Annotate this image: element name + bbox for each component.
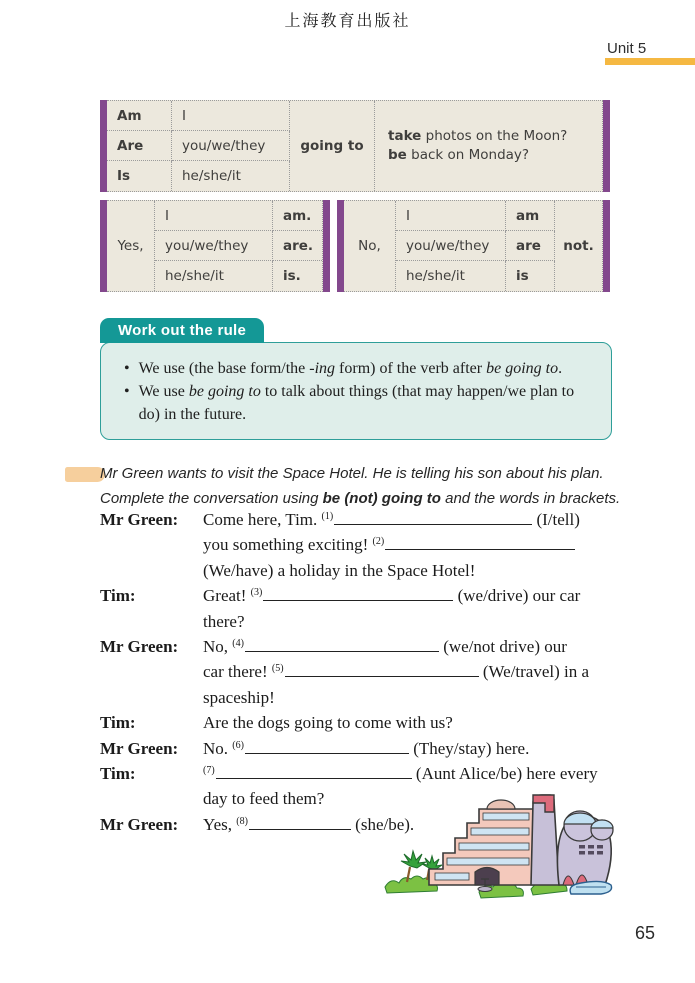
text-run: -ing <box>309 360 336 377</box>
answer-blank <box>385 536 575 550</box>
verb-cell: am. <box>273 201 322 231</box>
speaker-label: Mr Green: <box>100 636 179 656</box>
dialogue-text <box>203 507 580 532</box>
subject-cell: he/she/it <box>172 161 290 191</box>
text-run: be going to <box>486 360 559 377</box>
speaker-label: Tim: <box>100 763 136 783</box>
dialogue-text <box>203 583 580 608</box>
dialogue-text <box>203 609 245 634</box>
blank-number: (7) <box>203 764 215 776</box>
aux-cell: Are <box>107 131 172 161</box>
blank-number: (3) <box>250 587 263 599</box>
text-run: (They/stay) here. <box>408 738 530 758</box>
blank-number: (2) <box>372 536 385 548</box>
text-run: (We/travel) in a <box>478 662 590 682</box>
page-number: 65 <box>635 923 656 943</box>
subject-cell: he/she/it <box>155 261 273 291</box>
pyramid-building <box>429 800 533 892</box>
dialogue-text <box>203 786 324 811</box>
table-accent-bar-right <box>323 200 330 292</box>
text-run: and the words in brackets. <box>440 490 621 507</box>
unit-label: Unit 5 <box>607 40 647 57</box>
dialogue-text <box>203 736 529 761</box>
dialogue-text <box>203 685 275 710</box>
blank-number: (6) <box>232 739 244 751</box>
dialogue-text <box>203 532 575 557</box>
blank-number: (8) <box>236 815 248 827</box>
predicate-line <box>388 127 567 146</box>
dialogue-line <box>100 634 625 659</box>
blank-number: (4) <box>232 637 244 649</box>
rule-bullet <box>111 357 597 380</box>
tower <box>531 795 559 885</box>
speaker-label: Mr Green: <box>100 738 179 758</box>
text-run: day to feed them? <box>203 789 325 809</box>
no-answer-table <box>337 200 610 292</box>
dialogue-line <box>100 685 625 710</box>
yes-cell: Yes, <box>107 201 155 291</box>
predicate-line <box>388 146 529 165</box>
dialogue-line <box>100 710 625 735</box>
text-run: No, <box>203 636 233 656</box>
dialogue-line <box>100 583 625 608</box>
text-run: Great! <box>203 586 251 606</box>
speaker-label: Mr Green: <box>100 814 179 834</box>
dialogue-line <box>100 736 625 761</box>
dialogue-line <box>100 507 625 532</box>
verb-bold: take <box>388 128 422 144</box>
speaker-label <box>100 532 203 557</box>
answer-blank <box>245 638 439 652</box>
rule-bullet <box>111 380 597 426</box>
speaker-label <box>100 558 203 583</box>
text-run: (I/tell) <box>532 510 580 529</box>
text-run: (we/drive) our car <box>453 586 581 606</box>
blank-number: (5) <box>271 663 284 675</box>
answer-blank <box>245 740 409 754</box>
rule-box-title: Work out the rule <box>100 318 264 343</box>
dialogue-text <box>203 558 475 583</box>
verb-cell: is <box>506 261 555 291</box>
dome-structure <box>557 811 613 885</box>
verb-bold: be <box>388 147 407 163</box>
text-run: you something exciting! <box>203 535 373 555</box>
aux-cell: Am <box>107 101 172 131</box>
dialogue-line <box>100 609 625 634</box>
question-table-grid <box>107 100 603 192</box>
speaker-label <box>100 786 203 811</box>
subject-cell: I <box>172 101 290 131</box>
exercise-marker <box>65 467 105 482</box>
speaker-label <box>100 659 203 684</box>
table-accent-bar-left <box>337 200 344 292</box>
verb-cell: are <box>506 231 555 261</box>
answer-blank <box>249 816 351 830</box>
bullet-text <box>139 380 597 426</box>
hover-pod <box>570 881 611 894</box>
table-accent-bar-right <box>603 200 610 292</box>
speaker-label: Tim: <box>100 586 136 606</box>
dialogue-text <box>203 634 567 659</box>
subject-cell: you/we/they <box>172 131 290 161</box>
speaker-label: Mr Green: <box>100 510 179 529</box>
rule-bullets <box>101 343 611 426</box>
verb-cell: is. <box>283 268 301 284</box>
text-run: Come here, Tim. <box>203 510 322 529</box>
answer-blank <box>216 765 412 779</box>
dialogue-line <box>100 532 625 557</box>
exercise-intro <box>100 461 625 511</box>
answer-blank <box>285 663 479 677</box>
blank-number: (1) <box>321 511 334 522</box>
verb-cell: are. <box>273 231 322 261</box>
subject-cell: I <box>155 201 273 231</box>
text-run: there? <box>203 611 245 631</box>
yes-table-grid <box>107 200 323 292</box>
table-accent-bar-left <box>100 100 107 192</box>
text-run: to talk about things (that may happen/we plan to do) in the future. <box>138 383 575 423</box>
text-run: Mr Green wants to visit the Space Hotel. He is telling his son about his plan. <box>100 465 604 482</box>
verb-cell: am <box>506 201 555 231</box>
text-run: be (not) going to <box>322 490 441 507</box>
predicate-rest: back on Monday? <box>406 147 530 163</box>
not-cell: not. <box>563 238 594 254</box>
text-run: We use (the base form/the <box>138 360 310 377</box>
text-run: (Aunt Alice/be) here every <box>411 763 598 783</box>
predicate-rest: photos on the Moon? <box>421 128 568 144</box>
question-form-table <box>100 100 610 192</box>
text-run: Yes, <box>203 814 237 834</box>
dialogue-line <box>100 659 625 684</box>
subject-cell: you/we/they <box>396 231 506 261</box>
publisher-header: 上海教育出版社 <box>284 13 411 30</box>
text-run: (We/have) a holiday in the Space Hotel! <box>203 560 476 580</box>
bullet-dot: • <box>124 383 130 400</box>
no-table-grid <box>344 200 603 292</box>
going-to-cell: going to <box>290 101 375 191</box>
text-run: No. <box>203 738 233 758</box>
speaker-label <box>100 685 203 710</box>
unit-accent-bar <box>605 58 695 65</box>
text-run: Complete the conversation using <box>100 490 323 507</box>
answer-blank <box>334 511 532 525</box>
speaker-label: Tim: <box>100 713 136 733</box>
dialogue-text <box>203 659 589 684</box>
dialogue-line <box>100 558 625 583</box>
text-run: Are the dogs going to come with us? <box>203 713 453 733</box>
aux-cell: Is <box>107 161 172 191</box>
subject-cell: you/we/they <box>155 231 273 261</box>
text-run: spaceship! <box>203 687 275 707</box>
text-run: form) of the verb after <box>335 360 487 377</box>
rule-box <box>100 342 612 440</box>
bullet-dot: • <box>124 360 130 377</box>
answer-blank <box>263 587 453 601</box>
predicate-cell <box>375 101 602 191</box>
table-accent-bar-left <box>100 200 107 292</box>
subject-cell: he/she/it <box>396 261 506 291</box>
table-accent-bar-right <box>603 100 610 192</box>
subject-cell: I <box>396 201 506 231</box>
dialogue-text <box>203 710 453 735</box>
text-run: (we/not drive) our <box>438 636 567 656</box>
text-run: . <box>558 360 563 377</box>
text-run: (she/be). <box>350 814 415 834</box>
yes-answer-table <box>100 200 330 292</box>
text-run: be going to <box>188 383 261 400</box>
speaker-label <box>100 609 203 634</box>
text-run: car there! <box>203 662 272 682</box>
bullet-text <box>139 357 597 380</box>
no-cell: No, <box>344 201 396 291</box>
space-hotel-illustration <box>383 781 615 901</box>
text-run: We use <box>138 383 189 400</box>
intro-line <box>100 461 625 486</box>
